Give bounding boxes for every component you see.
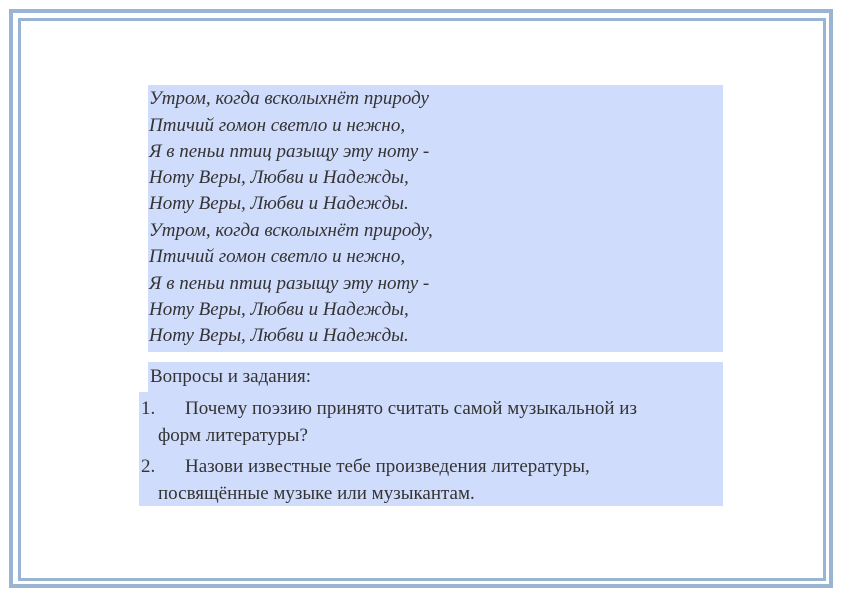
poem-line: Птичий гомон светло и нежно,	[149, 246, 406, 267]
poem-line: Птичий гомон светло и нежно,	[149, 115, 406, 136]
poem-line: Ноту Веры, Любви и Надежды.	[149, 325, 409, 346]
poem-line: Ноту Веры, Любви и Надежды,	[149, 299, 409, 320]
question-number: 1.	[141, 398, 156, 419]
questions-list	[139, 392, 723, 506]
question-text: Почему поэзию принято считать самой музыкальной из	[185, 398, 637, 419]
poem-line: Я в пеньи птиц разыщу эту ноту -	[149, 273, 430, 294]
question-text-continued: посвящённые музыке или музыкантам.	[158, 483, 475, 504]
questions-heading: Вопросы и задания:	[150, 366, 312, 387]
poem-line: Ноту Веры, Любви и Надежды.	[149, 193, 409, 214]
question-text: Назови известные тебе произведения литературы,	[185, 456, 590, 477]
question-text-continued: форм литературы?	[158, 425, 308, 446]
poem-line: Утром, когда всколыхнёт природу	[149, 88, 429, 109]
poem-block	[148, 85, 723, 352]
questions-heading-block	[148, 362, 723, 392]
poem-line: Ноту Веры, Любви и Надежды,	[149, 167, 409, 188]
question-number: 2.	[141, 456, 156, 477]
poem-line: Я в пеньи птиц разыщу эту ноту -	[149, 141, 430, 162]
poem-line: Утром, когда всколыхнёт природу,	[149, 220, 433, 241]
